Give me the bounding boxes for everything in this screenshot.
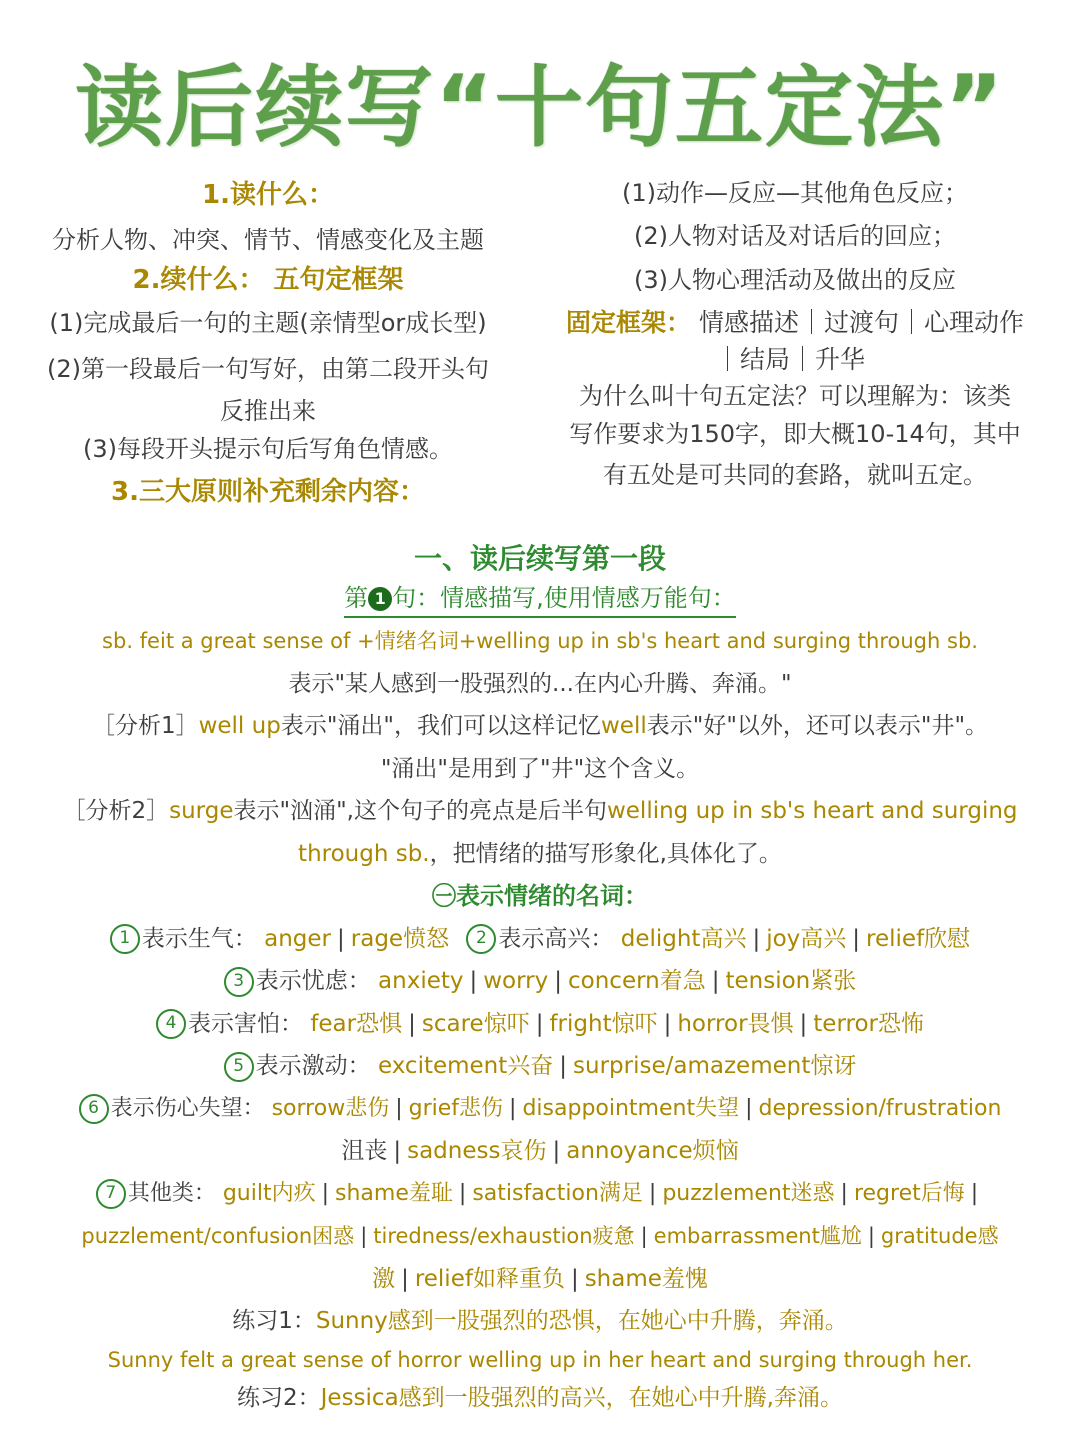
analysis-2-line-2	[0, 833, 1080, 876]
rule-item-3: (3)每段开头提示句后写角色情感。	[83, 435, 453, 463]
word-anxiety: anxiety	[378, 968, 464, 994]
word-tension: tension紧张	[725, 968, 857, 994]
word-shame-2: shame羞愧	[584, 1265, 708, 1292]
word-delight: delight高兴	[620, 925, 747, 952]
emotion-row-3: 3 表示忧虑： anxiety | worry | concern着急 | tension紧张	[0, 960, 1080, 1003]
word-jusang: 沮丧	[341, 1138, 388, 1164]
emotion-row-7a: 7 其他类： guilt内疚 | shame羞耻 | satisfaction满足 | puzzlement迷惑 | regret后悔 |	[0, 1173, 1080, 1216]
practice-1-answer: Sunny felt a great sense of horror welling up in her heart and surging through her.	[107, 1347, 973, 1372]
word-gratitude-end: 激	[372, 1265, 396, 1292]
practice-1	[0, 1300, 1080, 1343]
analysis-1-en: well up	[198, 713, 281, 739]
word-grief: grief悲伤	[408, 1095, 504, 1121]
heading-continue-what: 2.续什么： 五句定框架	[132, 265, 404, 295]
analysis-1-rest2: 表示"好"以外，还可以表示"井"。	[646, 713, 989, 739]
word-concern: concern着急	[568, 968, 706, 994]
category-excite-label: 表示激动：	[255, 1053, 371, 1079]
word-exhaustion: tiredness/exhaustion疲惫	[373, 1224, 635, 1248]
why-line-3: 有五处是可共同的套路，就叫五定。	[603, 461, 987, 489]
word-confusion: puzzlement/confusion困惑	[81, 1224, 355, 1248]
rule-item-2a: (2)第一段最后一句写好，由第二段开头句	[47, 355, 489, 383]
word-terror: terror恐怖	[813, 1010, 924, 1037]
heading-three-principles: 3.三大原则补充剩余内容：	[111, 477, 425, 507]
sentence-heading	[344, 580, 736, 618]
word-shame: shame羞耻	[335, 1180, 453, 1206]
analysis-2-en2: welling up in sb's heart and surging	[606, 798, 1018, 824]
category-happy-label: 表示高兴：	[498, 925, 614, 952]
word-relief: relief欣慰	[866, 925, 971, 952]
word-disappointment: disappointment失望	[522, 1095, 740, 1121]
word-sorrow: sorrow悲伤	[271, 1095, 390, 1121]
analysis-2-line2-en: through sb.	[298, 840, 430, 867]
practice-2	[0, 1377, 1080, 1420]
word-gratitude: gratitude感	[880, 1224, 999, 1248]
word-surprise: surprise/amazement惊讶	[573, 1053, 857, 1079]
meaning-line: 表示"某人感到一股强烈的...在内心升腾、奔涌。"	[288, 670, 792, 697]
why-line-2: 写作要求为150字，即大概10-14句，其中	[569, 420, 1021, 448]
practice-1-text: Sunny感到一股强烈的恐惧，在她心中升腾，奔涌。	[315, 1308, 848, 1334]
principle-3: (3)人物心理活动及做出的反应	[634, 266, 956, 294]
word-depression: depression/frustration	[758, 1095, 1002, 1121]
right-column	[545, 172, 1045, 498]
fixed-frame	[545, 302, 1045, 344]
read-what-text: 分析人物、冲突、情节、情感变化及主题	[52, 226, 484, 254]
category-sad-label: 表示伤心失望：	[110, 1095, 265, 1121]
category-anger-label: 表示生气：	[141, 925, 257, 952]
word-fear: fear恐惧	[310, 1010, 403, 1037]
sentence-prefix: 第	[344, 584, 369, 612]
emotion-row-5: 5 表示激动： excitement兴奋 | surprise/amazement惊讶	[0, 1045, 1080, 1088]
heading-read-what: 1.读什么：	[202, 180, 334, 210]
circled-number-4: 4	[156, 1009, 186, 1039]
rule-item-2b: 反推出来	[220, 397, 316, 425]
emotion-row-7c: 激 | relief如释重负 | shame羞愧	[372, 1265, 708, 1292]
practice-1-label: 练习1：	[232, 1308, 316, 1334]
word-guilt: guilt内疚	[222, 1180, 316, 1206]
first-paragraph-section	[0, 538, 1080, 1419]
emotion-row-6a: 6 表示伤心失望： sorrow悲伤 | grief悲伤 | disappointment失望 | depression/frustration	[0, 1088, 1080, 1131]
circled-number-3: 3	[224, 967, 254, 997]
page-title: 读后续写“十句五定法”	[75, 56, 1005, 159]
word-worry: worry	[483, 968, 549, 994]
sentence-suffix: 句：情感描写,使用情感万能句：	[392, 584, 736, 612]
circled-number-5: 5	[224, 1052, 254, 1082]
analysis-1-rest: 表示"涌出"，我们可以这样记忆	[280, 713, 601, 739]
category-fear-label: 表示害怕：	[188, 1010, 303, 1037]
category-other-label: 其他类：	[127, 1180, 216, 1206]
analysis-1-line-1	[0, 705, 1080, 748]
word-excitement: excitement兴奋	[377, 1053, 554, 1079]
fixed-frame-label: 固定框架：	[566, 308, 692, 337]
category-worry-label: 表示忧虑：	[255, 968, 371, 994]
practice-2-label: 练习2：	[237, 1384, 321, 1411]
word-relief-2: relief如释重负	[414, 1265, 565, 1292]
word-horror: horror畏惧	[677, 1010, 794, 1037]
analysis-2-en: surge	[169, 798, 234, 824]
principle-2: (2)人物对话及对话后的回应；	[634, 222, 956, 250]
left-column	[18, 172, 518, 518]
word-puzzlement: puzzlement迷惑	[662, 1180, 835, 1206]
rule-item-1: (1)完成最后一句的主题(亲情型or成长型)	[49, 309, 487, 337]
word-scare: scare惊吓	[421, 1010, 530, 1037]
word-satisfaction: satisfaction满足	[472, 1180, 643, 1206]
analysis-2-line-1	[0, 790, 1080, 833]
word-joy: joy高兴	[766, 925, 847, 952]
circled-number-1: 1	[110, 924, 140, 954]
word-embarrassment: embarrassment尴尬	[653, 1224, 862, 1248]
principle-1: (1)动作—反应—其他角色反应；	[622, 179, 968, 207]
analysis-2-line2-rest: ，把情绪的描写形象化,具体化了。	[429, 840, 782, 867]
word-regret: regret后悔	[853, 1180, 965, 1206]
word-fright: fright惊吓	[549, 1010, 658, 1037]
emotion-row-6b: 沮丧 | sadness哀伤 | annoyance烦恼	[341, 1138, 739, 1164]
word-rage: rage愤怒	[350, 925, 450, 952]
practice-2-text: Jessica感到一股强烈的高兴，在她心中升腾,奔涌。	[320, 1384, 843, 1411]
analysis-1-line-2: "涌出"是用到了"井"这个含义。	[380, 755, 700, 782]
word-sadness: sadness哀伤	[407, 1138, 547, 1164]
emotion-heading-mark: ㊀	[432, 882, 456, 910]
analysis-1-tag: ［分析1］	[91, 713, 199, 739]
why-line-1: 为什么叫十句五定法？可以理解为：该类	[579, 382, 1011, 410]
formula-line: sb. feit a great sense of +情绪名词+welling up in sb's heart and surging through sb.	[102, 629, 978, 653]
fixed-frame-text-2: ｜结局｜升华	[715, 345, 866, 374]
circled-number-7: 7	[96, 1179, 126, 1209]
analysis-2-rest: 表示"汹涌",这个句子的亮点是后半句	[233, 798, 607, 824]
emotion-row-1-2: 1 表示生气： anger | rage愤怒 2 表示高兴： delight高兴 | joy高兴 | relief欣慰	[0, 918, 1080, 961]
analysis-2-tag: ［分析2］	[62, 798, 170, 824]
emotion-heading-text: 表示情绪的名词：	[456, 882, 648, 910]
fixed-frame-text: 情感描述｜过渡句｜心理动作	[691, 308, 1024, 337]
word-annoyance: annoyance烦恼	[566, 1138, 739, 1164]
emotion-nouns-heading	[0, 875, 1080, 918]
word-anger: anger	[264, 925, 332, 952]
sentence-number-badge: 1	[368, 587, 392, 611]
analysis-1-en2: well	[600, 713, 647, 739]
circled-number-6: 6	[79, 1094, 109, 1124]
section-title: 一、读后续写第一段	[413, 542, 666, 575]
emotion-row-7b: puzzlement/confusion困惑 | tiredness/exhaustion疲惫 | embarrassment尴尬 | gratitude感	[81, 1224, 999, 1248]
circled-number-2: 2	[466, 924, 496, 954]
emotion-row-4: 4 表示害怕： fear恐惧 | scare惊吓 | fright惊吓 | horror畏惧 | terror恐怖	[0, 1003, 1080, 1046]
